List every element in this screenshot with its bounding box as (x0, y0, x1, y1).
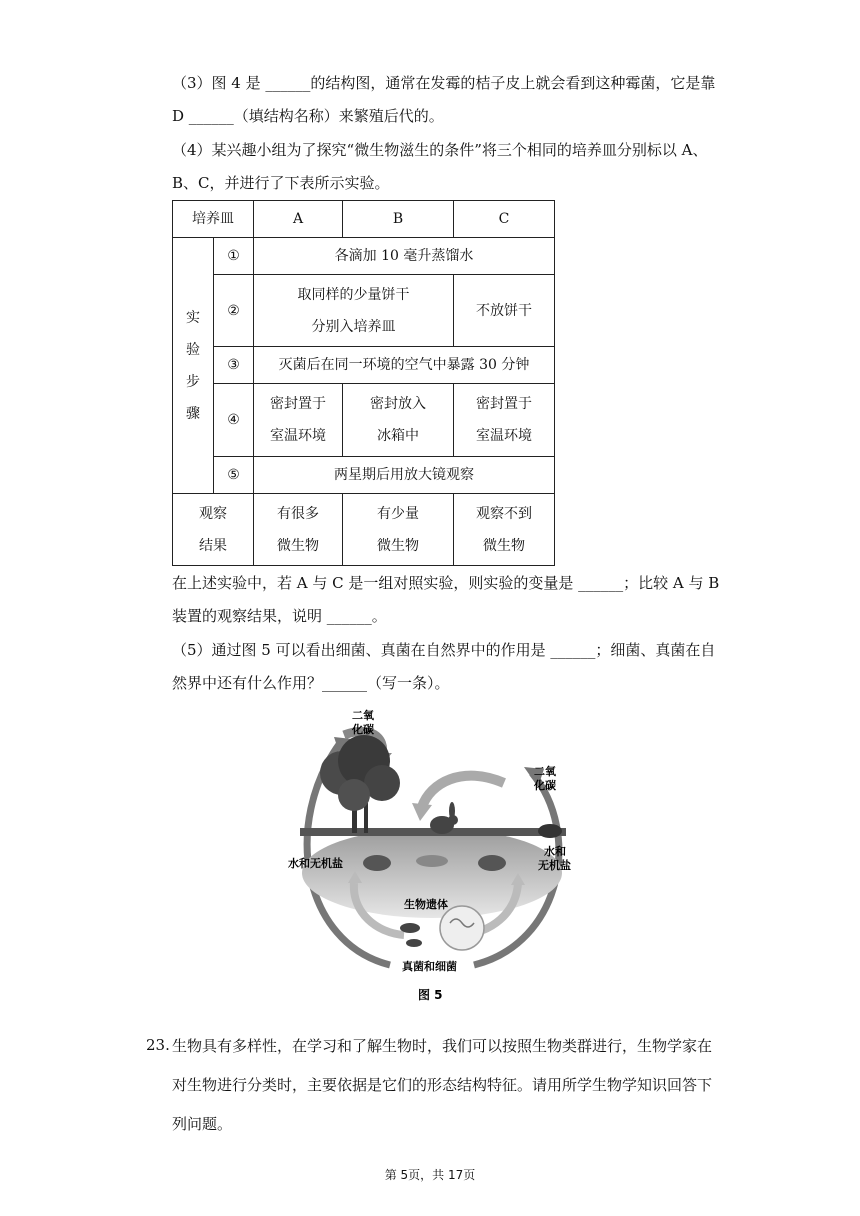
step4-b-line2: 冰箱中 (377, 428, 419, 444)
step2-ab-line1: 取同样的少量饼干 (297, 286, 410, 303)
q23-line2: 对生物进行分类时，主要依据是它们的形态结构特征。请用所学生物学知识回答下 (172, 1076, 713, 1094)
figure5-caption: 图 5 (418, 988, 443, 1002)
result-c (454, 494, 555, 566)
step3-text: 灭菌后在同一环境的空气中暴露 30 分钟 (254, 347, 555, 384)
step4-b (343, 384, 454, 457)
step4-c-line2: 室温环境 (476, 428, 532, 444)
result-c-line2: 微生物 (483, 537, 525, 554)
co2-left-label-2: 化碳 (352, 723, 374, 736)
result-b (343, 494, 454, 566)
steps-label-char: 验 (186, 341, 200, 358)
result-a (254, 494, 343, 566)
step2-ab-line2: 分别入培养皿 (311, 318, 396, 335)
step1-num: ① (214, 238, 254, 275)
step4-num: ④ (214, 384, 254, 457)
header-b: B (343, 201, 454, 238)
q3-line1: （3）图 4 是 ______的结构图，通常在发霉的桔子皮上就会看到这种霉菌，它是靠 (172, 74, 716, 92)
steps-label-char: 实 (186, 309, 200, 326)
co2-right-arrow-head (412, 803, 432, 821)
q23-line3: 列问题。 (172, 1115, 233, 1133)
steps-label-char: 步 (186, 373, 200, 390)
water-right-label-2: 无机盐 (538, 859, 571, 872)
step2-num: ② (214, 275, 254, 347)
co2-right-label-1: 二氧 (534, 765, 556, 778)
co2-left-label-1: 二氧 (352, 709, 374, 722)
step4-c (454, 384, 555, 457)
steps-label-char: 骤 (186, 405, 200, 422)
result-label (173, 494, 254, 566)
water-left-label: 水和无机盐 (288, 857, 343, 870)
figure5-cycle-diagram (282, 703, 582, 1003)
result-a-line2: 微生物 (277, 537, 319, 554)
header-a: A (254, 201, 343, 238)
step5-text: 两星期后用放大镜观察 (254, 457, 555, 494)
microbe-circle (440, 906, 484, 950)
step4-a (254, 384, 343, 457)
q23-number: 23. (146, 1036, 170, 1054)
step2-ab (254, 275, 454, 347)
experiment-table (172, 200, 555, 566)
header-c: C (454, 201, 555, 238)
result-label-line1: 观察 (199, 505, 227, 522)
step4-a-line2: 室温环境 (270, 428, 326, 444)
q5-line1: （5）通过图 5 可以看出细菌、真菌在自然界中的作用是 ______；细菌、真菌在自 (172, 641, 716, 659)
result-c-line1: 观察不到 (476, 505, 532, 522)
step5-num: ⑤ (214, 457, 254, 494)
steps-label (173, 238, 214, 494)
result-b-line2: 微生物 (377, 537, 419, 554)
q5-line2: 然界中还有什么作用？______（写一条）。 (172, 674, 450, 692)
remains-label: 生物遗体 (404, 898, 448, 911)
step1-text: 各滴加 10 毫升蒸馏水 (254, 238, 555, 275)
bush (538, 824, 562, 838)
step4-c-line1: 密封置于 (476, 396, 532, 412)
water-right-label-1: 水和 (544, 845, 566, 858)
result-b-line1: 有少量 (377, 505, 419, 522)
co2-right-label-2: 化碳 (534, 779, 556, 792)
header-dish: 培养皿 (173, 201, 254, 238)
result-label-line2: 结果 (199, 537, 227, 554)
q4-line1: （4）某兴趣小组为了探究“微生物滋生的条件”将三个相同的培养皿分别标以 A、 (172, 141, 708, 159)
q4-line2: B、C，并进行了下表所示实验。 (172, 174, 390, 192)
q3-line2: D ______（填结构名称）来繁殖后代的。 (172, 107, 444, 125)
fungi-bacteria-label: 真菌和细菌 (402, 960, 457, 973)
result-a-line1: 有很多 (277, 505, 319, 522)
q23-line1: 生物具有多样性，在学习和了解生物时，我们可以按照生物类群进行，生物学家在 (172, 1037, 713, 1055)
page-footer: 第 5页，共 17页 (384, 1168, 476, 1182)
step2-c: 不放饼干 (454, 275, 555, 347)
step3-num: ③ (214, 347, 254, 384)
step4-b-line1: 密封放入 (370, 396, 426, 412)
co2-right-arrow (422, 776, 504, 807)
step4-a-line1: 密封置于 (270, 396, 326, 412)
after-table-line2: 装置的观察结果，说明 ______。 (172, 607, 387, 625)
after-table-line1: 在上述实验中，若 A 与 C 是一组对照实验，则实验的变量是 ______；比较 A 与 B (172, 574, 720, 592)
